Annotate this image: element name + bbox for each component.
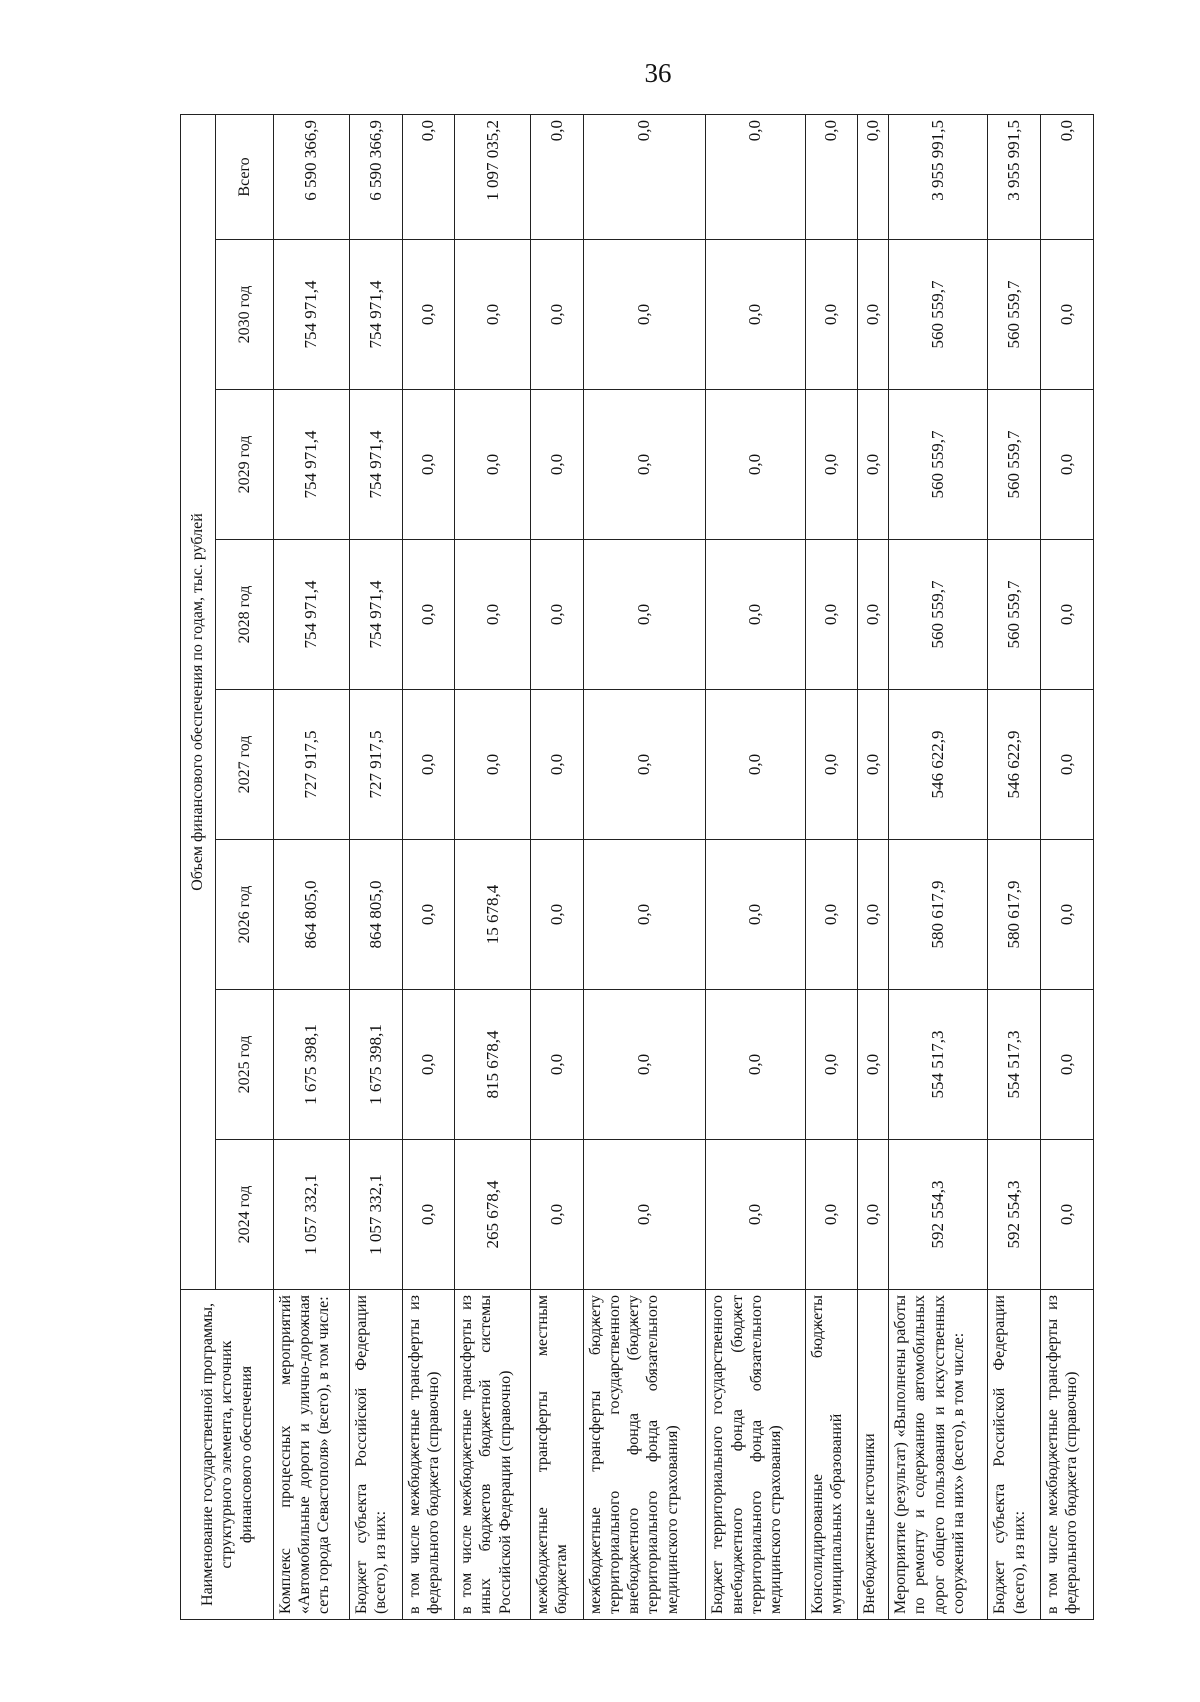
row-value-cell: 0,0 (858, 240, 889, 390)
row-value-cell: 0,0 (805, 1140, 858, 1290)
row-value-cell: 0,0 (805, 690, 858, 840)
row-value-cell: 0,0 (583, 690, 706, 840)
row-value-cell: 0,0 (583, 1140, 706, 1290)
row-value-cell: 0,0 (706, 240, 805, 390)
row-value-cell: 0,0 (858, 1140, 889, 1290)
row-value-cell: 0,0 (1041, 390, 1094, 540)
row-value-cell: 0,0 (805, 840, 858, 990)
row-value-cell: 0,0 (1041, 240, 1094, 390)
row-value-cell: 580 617,9 (988, 840, 1041, 990)
row-value-cell: 0,0 (531, 390, 584, 540)
row-label: в том числе межбюджетные трансферты из федерального бюджета (справочно) (1041, 1290, 1094, 1620)
row-value-cell: 0,0 (706, 1140, 805, 1290)
row-value-cell: 0,0 (1041, 1140, 1094, 1290)
table-row (1041, 114, 1094, 1619)
row-value-cell: 815 678,4 (455, 990, 531, 1140)
row-value-cell: 560 559,7 (988, 390, 1041, 540)
row-value-cell: 1 675 398,1 (349, 990, 402, 1140)
row-value-cell: 0,0 (402, 240, 455, 390)
header-year: 2024 год (216, 1140, 274, 1290)
row-label: Внебюджетные источники (858, 1290, 889, 1620)
row-value-cell: 592 554,3 (889, 1140, 988, 1290)
row-label: Бюджет субъекта Российской Федерации (всего), из них: (349, 1290, 402, 1620)
row-value-cell: 0,0 (402, 840, 455, 990)
row-value-cell: 0,0 (1041, 540, 1094, 690)
header-year: 2026 год (216, 840, 274, 990)
table-row (531, 114, 584, 1619)
table-row (805, 114, 858, 1619)
row-label: Консолидированные бюджеты муниципальных образований (805, 1290, 858, 1620)
table-row (988, 114, 1041, 1619)
header-total: Всего (216, 114, 274, 239)
table-row (349, 114, 402, 1619)
row-value-cell: 727 917,5 (349, 690, 402, 840)
row-value-cell: 580 617,9 (889, 840, 988, 990)
row-value-cell: 0,0 (583, 990, 706, 1140)
row-value-cell: 1 057 332,1 (274, 1140, 350, 1290)
header-name-column: Наименование государственной программы, структурного элемента, источник финансового обеспечения (181, 1290, 274, 1620)
header-year: 2027 год (216, 690, 274, 840)
row-value-cell: 754 971,4 (349, 540, 402, 690)
row-value-cell: 864 805,0 (274, 840, 350, 990)
header-volume-group: Объем финансового обеспечения по годам, тыс. рублей (181, 114, 216, 1289)
row-value-cell: 0,0 (1041, 990, 1094, 1140)
row-value-cell: 560 559,7 (889, 390, 988, 540)
row-value-cell: 0,0 (583, 240, 706, 390)
row-value-cell: 0,0 (706, 840, 805, 990)
table-landscape (180, 115, 1081, 1620)
row-value-cell: 0,0 (531, 990, 584, 1140)
row-value-cell: 560 559,7 (889, 540, 988, 690)
table-row (583, 114, 706, 1619)
table-row (889, 114, 988, 1619)
row-label: в том числе межбюджетные трансферты из федерального бюджета (справочно) (402, 1290, 455, 1620)
row-value-cell: 754 971,4 (274, 390, 350, 540)
table-row (402, 114, 455, 1619)
row-value-cell: 0,0 (531, 540, 584, 690)
row-value-cell: 0,0 (402, 390, 455, 540)
row-value-cell: 560 559,7 (988, 540, 1041, 690)
table-row (858, 114, 889, 1619)
row-value-cell: 592 554,3 (988, 1140, 1041, 1290)
row-label: Комплекс процессных мероприятий «Автомобильные дороги и улично-дорожная сеть города Севастополя» (всего), в том числе: (274, 1290, 350, 1620)
row-value-cell: 0,0 (858, 990, 889, 1140)
row-total-cell: 3 955 991,5 (889, 114, 988, 239)
row-value-cell: 0,0 (805, 240, 858, 390)
row-value-cell: 754 971,4 (349, 390, 402, 540)
row-value-cell: 0,0 (402, 1140, 455, 1290)
row-value-cell: 754 971,4 (274, 240, 350, 390)
row-value-cell: 0,0 (455, 540, 531, 690)
row-value-cell: 0,0 (706, 540, 805, 690)
row-value-cell: 0,0 (1041, 690, 1094, 840)
row-value-cell: 0,0 (805, 390, 858, 540)
row-total-cell: 0,0 (531, 114, 584, 239)
row-value-cell: 0,0 (455, 690, 531, 840)
financing-table (180, 114, 1094, 1620)
row-value-cell: 727 917,5 (274, 690, 350, 840)
header-year: 2028 год (216, 540, 274, 690)
row-label: межбюджетные трансферты местным бюджетам (531, 1290, 584, 1620)
row-value-cell: 0,0 (402, 540, 455, 690)
row-value-cell: 560 559,7 (988, 240, 1041, 390)
row-value-cell: 0,0 (706, 690, 805, 840)
row-total-cell: 0,0 (1041, 114, 1094, 239)
row-value-cell: 0,0 (455, 240, 531, 390)
row-label: Бюджет территориального государственного внебюджетного фонда (бюджет территориального фонда обязательного медицинского страхования) (706, 1290, 805, 1620)
row-value-cell: 560 559,7 (889, 240, 988, 390)
row-total-cell: 6 590 366,9 (349, 114, 402, 239)
row-value-cell: 0,0 (583, 390, 706, 540)
row-value-cell: 0,0 (402, 690, 455, 840)
row-value-cell: 265 678,4 (455, 1140, 531, 1290)
row-value-cell: 0,0 (583, 840, 706, 990)
row-total-cell: 0,0 (706, 114, 805, 239)
row-value-cell: 0,0 (1041, 840, 1094, 990)
page-number: 36 (644, 58, 672, 88)
row-total-cell: 0,0 (402, 114, 455, 239)
row-total-cell: 0,0 (858, 114, 889, 239)
table-row (274, 114, 350, 1619)
row-value-cell: 1 057 332,1 (349, 1140, 402, 1290)
table-body (274, 114, 1094, 1619)
row-value-cell: 0,0 (531, 240, 584, 390)
row-total-cell: 6 590 366,9 (274, 114, 350, 239)
row-label: Бюджет субъекта Российской Федерации (всего), из них: (988, 1290, 1041, 1620)
row-value-cell: 554 517,3 (889, 990, 988, 1140)
table-row (706, 114, 805, 1619)
row-value-cell: 0,0 (858, 390, 889, 540)
row-value-cell: 0,0 (858, 540, 889, 690)
row-label: Мероприятие (результат) «Выполнены работы по ремонту и содержанию автомобильных дорог общего пользования и искусственных сооружений на них» (всего), в том числе: (889, 1290, 988, 1620)
row-value-cell: 1 675 398,1 (274, 990, 350, 1140)
row-total-cell: 0,0 (805, 114, 858, 239)
row-value-cell: 864 805,0 (349, 840, 402, 990)
row-total-cell: 1 097 035,2 (455, 114, 531, 239)
header-year: 2029 год (216, 390, 274, 540)
row-value-cell: 554 517,3 (988, 990, 1041, 1140)
row-value-cell: 754 971,4 (274, 540, 350, 690)
row-value-cell: 0,0 (706, 390, 805, 540)
header-year: 2025 год (216, 990, 274, 1140)
table-row (455, 114, 531, 1619)
row-value-cell: 546 622,9 (889, 690, 988, 840)
row-value-cell: 0,0 (858, 840, 889, 990)
row-value-cell: 0,0 (531, 840, 584, 990)
row-value-cell: 0,0 (531, 1140, 584, 1290)
row-value-cell: 546 622,9 (988, 690, 1041, 840)
row-value-cell: 754 971,4 (349, 240, 402, 390)
header-year: 2030 год (216, 240, 274, 390)
row-label: межбюджетные трансферты бюджету территориального государственного внебюджетного фонда (бюджету территориального фонда обязательного медицинского страхования) (583, 1290, 706, 1620)
row-value-cell: 0,0 (455, 390, 531, 540)
row-total-cell: 3 955 991,5 (988, 114, 1041, 239)
row-value-cell: 0,0 (805, 540, 858, 690)
row-value-cell: 0,0 (531, 690, 584, 840)
row-value-cell: 0,0 (402, 990, 455, 1140)
header-row-1 (181, 114, 216, 1619)
row-value-cell: 0,0 (858, 690, 889, 840)
row-value-cell: 15 678,4 (455, 840, 531, 990)
row-total-cell: 0,0 (583, 114, 706, 239)
row-value-cell: 0,0 (583, 540, 706, 690)
table-rotated-container (180, 115, 1081, 1620)
row-value-cell: 0,0 (805, 990, 858, 1140)
row-label: в том числе межбюджетные трансферты из иных бюджетов бюджетной системы Российской Федерации (справочно) (455, 1290, 531, 1620)
row-value-cell: 0,0 (706, 990, 805, 1140)
